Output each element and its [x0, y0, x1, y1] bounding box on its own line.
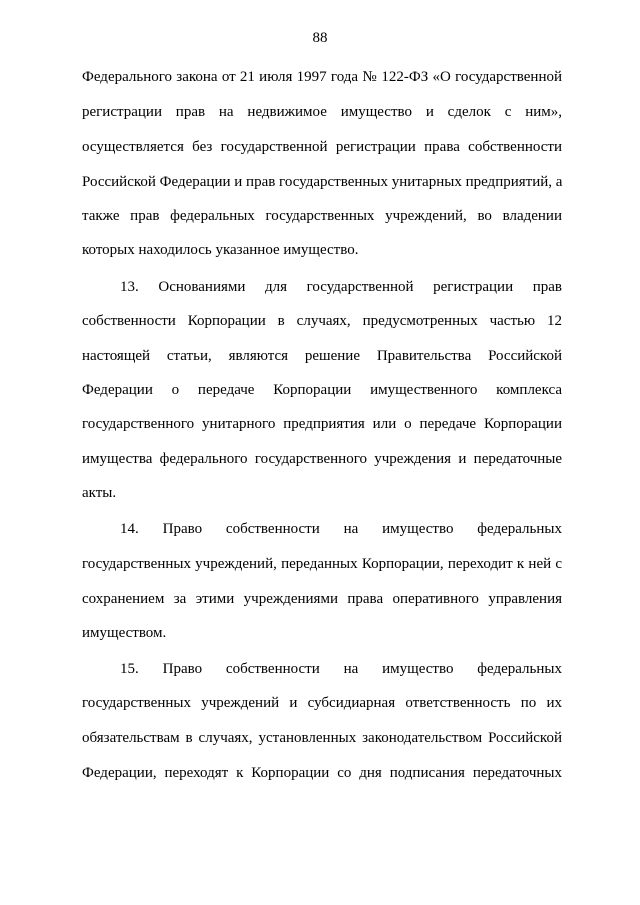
- text-line: имуществом.: [82, 625, 167, 641]
- text-line: имущества федерального государственного учреждения и передаточные: [82, 451, 562, 467]
- text-line: государственного унитарного предприятия или о передаче Корпорации: [82, 416, 562, 432]
- page-number: 88: [312, 30, 328, 46]
- text-line: обязательствам в случаях, установленных законодательством Российской: [82, 730, 562, 746]
- text-line: Российской Федерации и прав государственных унитарных предприятий, а: [82, 174, 563, 190]
- text-line: Федерации о передаче Корпорации имущественного комплекса: [82, 382, 562, 398]
- text-line: также прав федеральных государственных учреждений, во владении: [82, 208, 562, 224]
- paragraph-14-first-line: 14. Право собственности на имущество федеральных: [120, 521, 562, 537]
- text-line: собственности Корпорации в случаях, предусмотренных частью 12: [82, 313, 562, 329]
- text-line: регистрации прав на недвижимое имущество и сделок с ним»,: [82, 104, 562, 120]
- text-line: Федерации, переходят к Корпорации со дня подписания передаточных: [82, 765, 562, 781]
- paragraph-15-first-line: 15. Право собственности на имущество федеральных: [120, 661, 562, 677]
- text-line: государственных учреждений, переданных Корпорации, переходит к ней с: [82, 556, 562, 572]
- text-line: осуществляется без государственной регистрации права собственности: [82, 139, 562, 155]
- text-line: сохранением за этими учреждениями права оперативного управления: [82, 591, 562, 607]
- text-line: акты.: [82, 485, 117, 501]
- text-line: государственных учреждений и субсидиарная ответственность по их: [82, 695, 562, 711]
- text-line: которых находилось указанное имущество.: [82, 242, 359, 258]
- text-line: Федерального закона от 21 июля 1997 года № 122-ФЗ «О государственной: [82, 69, 562, 85]
- text-line: настоящей статьи, являются решение Правительства Российской: [82, 348, 562, 364]
- paragraph-13-first-line: 13. Основаниями для государственной регистрации прав: [120, 279, 562, 295]
